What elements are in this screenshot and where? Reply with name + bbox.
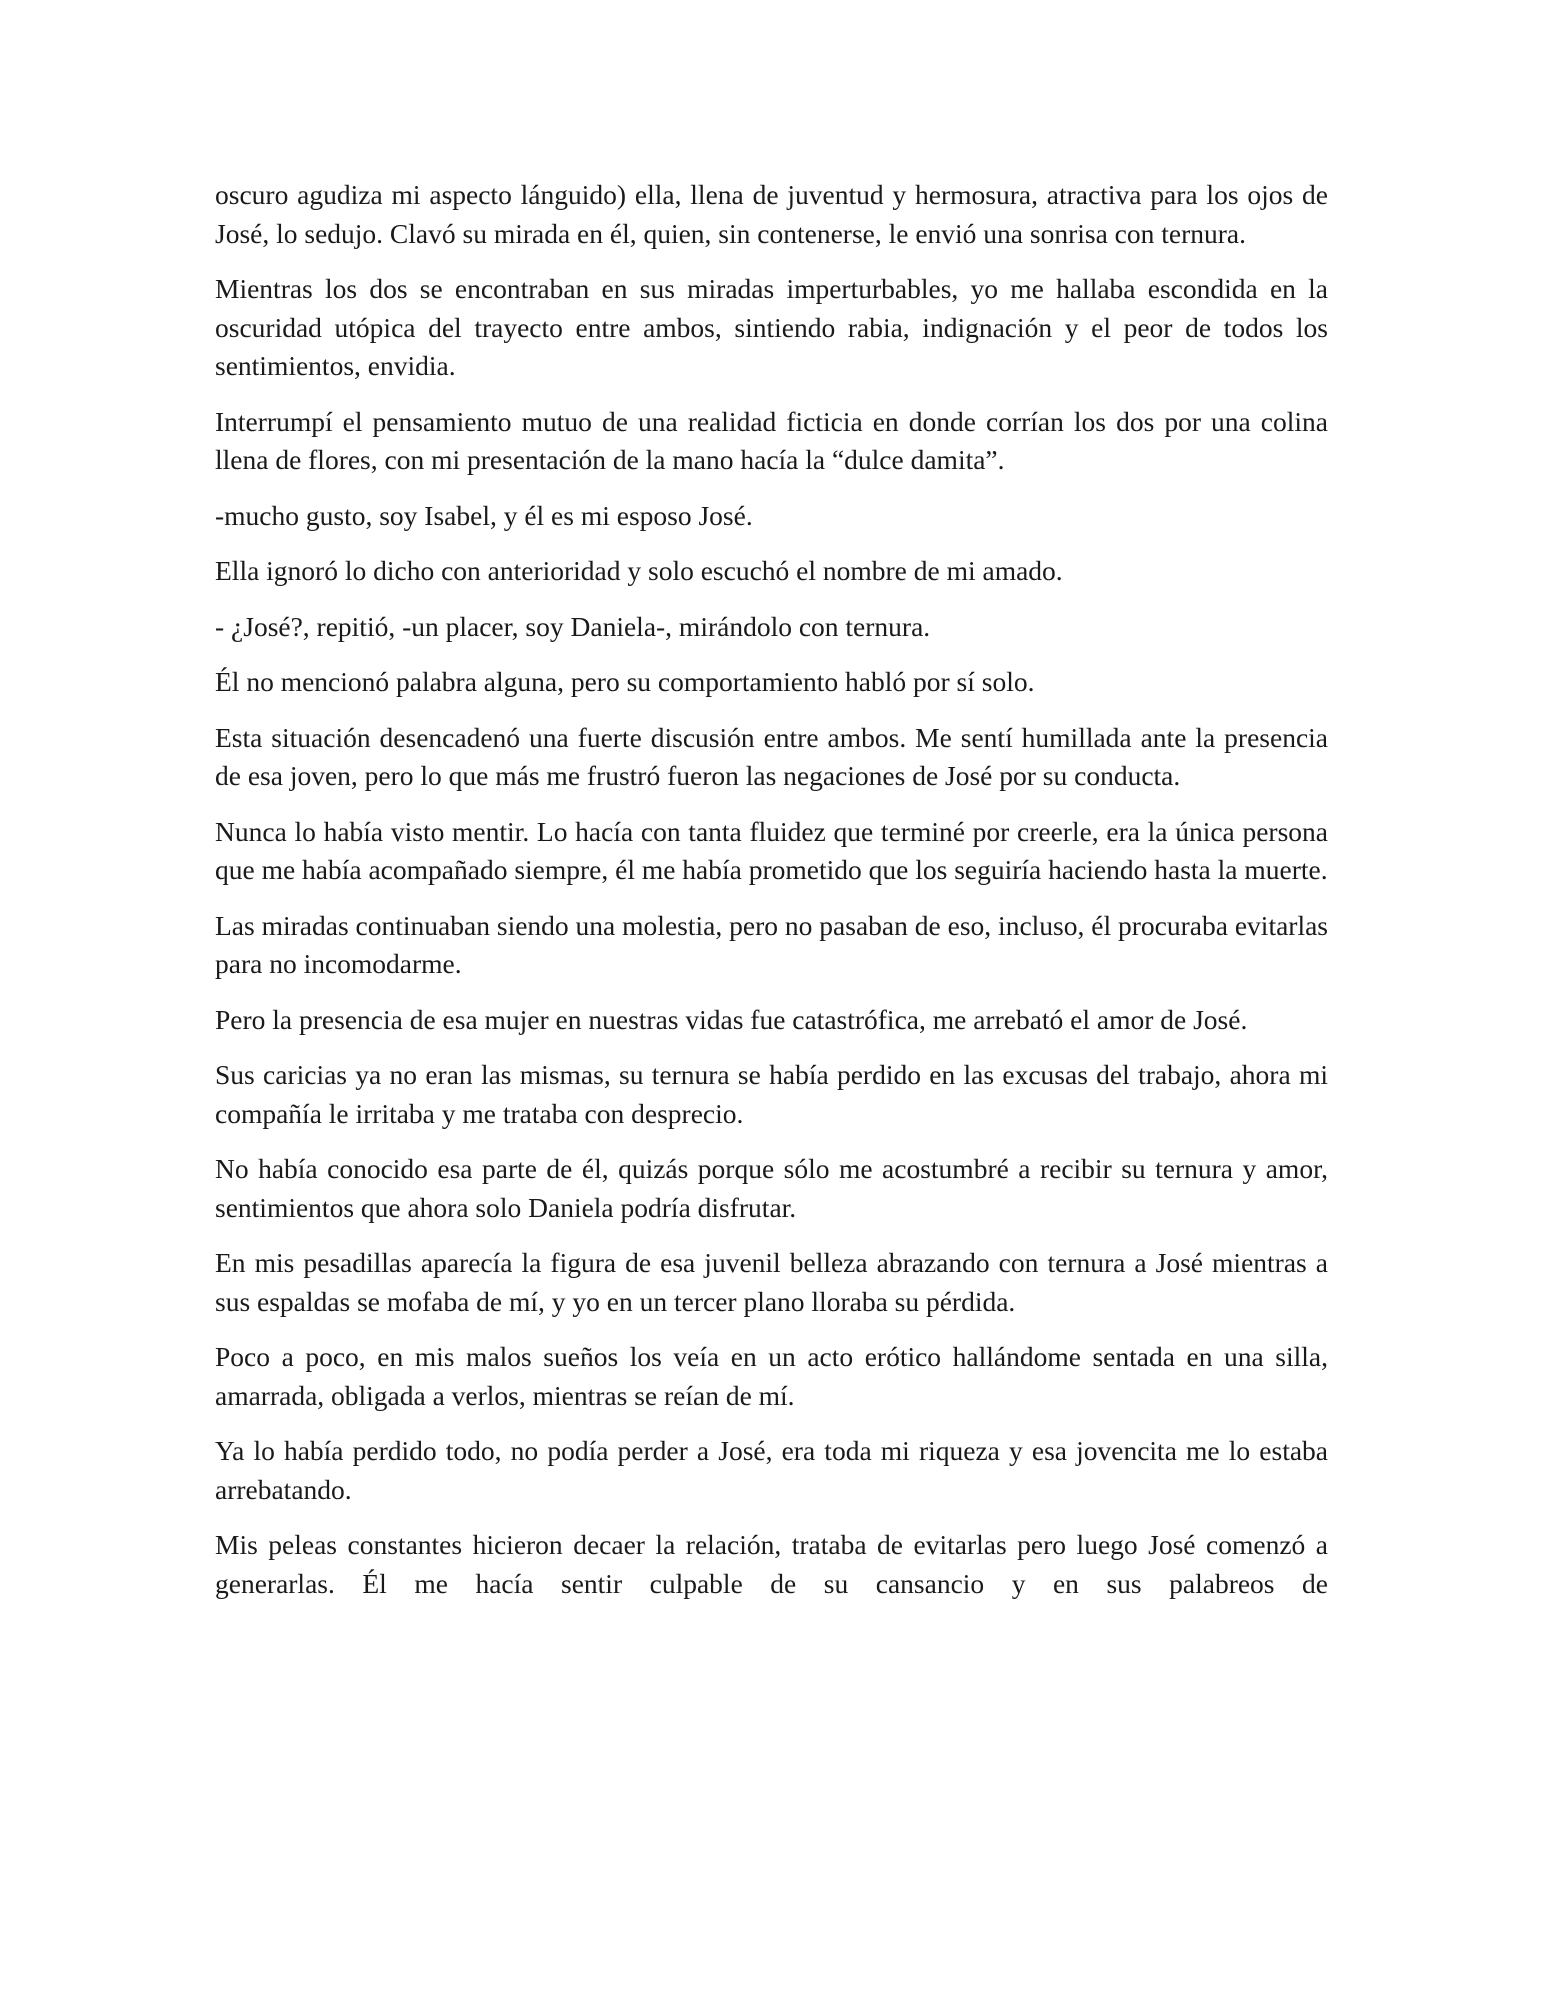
paragraph: No había conocido esa parte de él, quizás porque sólo me acostumbré a recibir su ternura y amor, sentimientos que ahora solo Daniela podría disfrutar.: [215, 1153, 1328, 1223]
paragraph: Mis peleas constantes hicieron decaer la relación, trataba de evitarlas pero luego José comenzó a generarlas. Él me hacía sentir culpable de su cansancio y en sus palabreos de: [215, 1529, 1328, 1599]
paragraph: Poco a poco, en mis malos sueños los veía en un acto erótico hallándome sentada en una silla, amarrada, obligada a verlos, mientras se reían de mí.: [215, 1341, 1328, 1411]
paragraph: En mis pesadillas aparecía la figura de esa juvenil belleza abrazando con ternura a José mientras a sus espaldas se mofaba de mí, y yo en un tercer plano lloraba su pérdida.: [215, 1247, 1328, 1317]
paragraph: Pero la presencia de esa mujer en nuestras vidas fue catastrófica, me arrebató el amor de José.: [215, 1003, 1248, 1035]
paragraph: Esta situación desencadenó una fuerte discusión entre ambos. Me sentí humillada ante la presencia de esa joven, pero lo que más me frustró fueron las negaciones de José por su conducta.: [215, 721, 1328, 791]
paragraph: Mientras los dos se encontraban en sus miradas imperturbables, yo me hallaba escondida en la oscuridad utópica del trayecto entre ambos, sintiendo rabia, indignación y el peor de todos los sentimientos, envidia.: [215, 273, 1328, 381]
paragraph: Nunca lo había visto mentir. Lo hacía con tanta fluidez que terminé por creerle, era la única persona que me había acompañado siempre, él me había prometido que los seguiría haciendo hasta la muerte.: [215, 815, 1328, 885]
paragraph: Las miradas continuaban siendo una molestia, pero no pasaban de eso, incluso, él procuraba evitarlas para no incomodarme.: [215, 909, 1328, 979]
paragraph: Él no mencionó palabra alguna, pero su comportamiento habló por sí solo.: [215, 666, 1035, 697]
paragraph: Ella ignoró lo dicho con anterioridad y solo escuchó el nombre de mi amado.: [215, 555, 1063, 586]
body-text: [215, 176, 1328, 1603]
paragraph: oscuro agudiza mi aspecto lánguido) ella, llena de juventud y hermosura, atractiva para los ojos de José, lo sedujo. Clavó su mirada en él, quien, sin contenerse, le envió una sonrisa con ternura.: [215, 179, 1328, 249]
paragraph: Interrumpí el pensamiento mutuo de una realidad ficticia en donde corrían los dos por una colina llena de flores, con mi presentación de la mano hacía la “dulce damita”.: [215, 405, 1328, 475]
paragraph: Ya lo había perdido todo, no podía perder a José, era toda mi riqueza y esa jovencita me lo estaba arrebatando.: [215, 1435, 1328, 1505]
paragraph: Sus caricias ya no eran las mismas, su ternura se había perdido en las excusas del trabajo, ahora mi compañía le irritaba y me trataba con desprecio.: [215, 1059, 1328, 1129]
paragraph: - ¿José?, repitió, -un placer, soy Daniela-, mirándolo con ternura.: [215, 610, 931, 642]
paragraph: -mucho gusto, soy Isabel, y él es mi esposo José.: [215, 499, 753, 531]
